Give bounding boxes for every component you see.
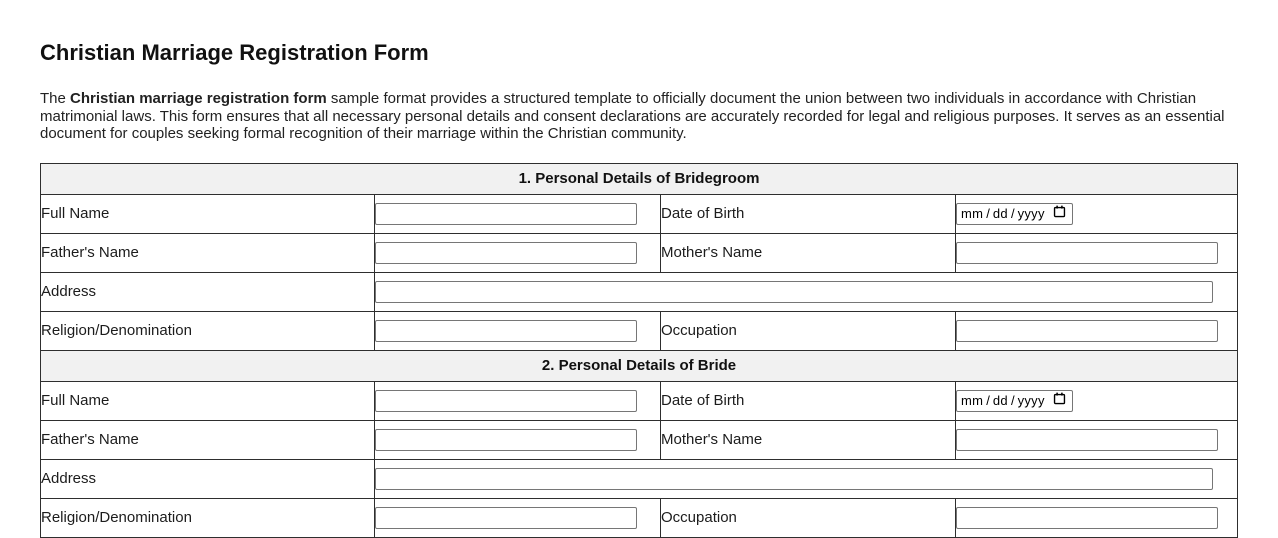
label-groom-religion: Religion/Denomination (41, 311, 375, 350)
bride-occupation-input[interactable] (956, 507, 1218, 529)
label-bride-full-name: Full Name (41, 381, 375, 420)
intro-rest: sample format provides a structured template to officially document the union between two individuals in accordance with Christian matrimonial laws. This form ensures that all necessary personal details and consent declarations are accurately recorded for legal and religious purposes. It serves as an essential document for couples seeking formal recognition of their marriage within the Christian community. (40, 90, 1225, 142)
label-bride-religion: Religion/Denomination (41, 498, 375, 537)
table-row (41, 233, 1238, 272)
page-title: Christian Marriage Registration Form (40, 40, 429, 65)
label-bride-fathers-name: Father's Name (41, 420, 375, 459)
bride-address-input[interactable] (375, 468, 1213, 490)
label-groom-date-of-birth: Date of Birth (661, 194, 956, 233)
intro-paragraph (40, 90, 1237, 143)
label-bride-mothers-name: Mother's Name (661, 420, 956, 459)
table-row (41, 420, 1238, 459)
table-row (41, 311, 1238, 350)
calendar-icon[interactable] (1053, 392, 1066, 409)
groom-religion-input[interactable] (375, 320, 637, 342)
label-groom-full-name: Full Name (41, 194, 375, 233)
date-placeholder: mm / dd / yyyy (961, 393, 1045, 408)
table-row (41, 350, 1238, 381)
label-groom-occupation: Occupation (661, 311, 956, 350)
date-placeholder: mm / dd / yyyy (961, 206, 1045, 221)
groom-address-input[interactable] (375, 281, 1213, 303)
table-row (41, 163, 1238, 194)
bride-mothers-name-input[interactable] (956, 429, 1218, 451)
bride-religion-input[interactable] (375, 507, 637, 529)
bride-date-of-birth-input[interactable] (956, 390, 1073, 412)
groom-fathers-name-input[interactable] (375, 242, 637, 264)
label-bride-occupation: Occupation (661, 498, 956, 537)
table-row (41, 459, 1238, 498)
intro-prefix: The (40, 90, 71, 107)
label-groom-address: Address (41, 272, 375, 311)
groom-date-of-birth-input[interactable] (956, 203, 1073, 225)
label-groom-mothers-name: Mother's Name (661, 233, 956, 272)
groom-mothers-name-input[interactable] (956, 242, 1218, 264)
marriage-registration-table (40, 163, 1238, 538)
groom-full-name-input[interactable] (375, 203, 637, 225)
table-row (41, 498, 1238, 537)
label-bride-date-of-birth: Date of Birth (661, 381, 956, 420)
table-row (41, 272, 1238, 311)
intro-bold-phrase: Christian marriage registration form (70, 90, 327, 107)
bride-fathers-name-input[interactable] (375, 429, 637, 451)
label-bride-address: Address (41, 459, 375, 498)
bride-full-name-input[interactable] (375, 390, 637, 412)
table-row (41, 194, 1238, 233)
groom-occupation-input[interactable] (956, 320, 1218, 342)
label-groom-fathers-name: Father's Name (41, 233, 375, 272)
section-heading-bride: 2. Personal Details of Bride (41, 350, 1238, 381)
calendar-icon[interactable] (1053, 205, 1066, 222)
table-row (41, 381, 1238, 420)
section-heading-bridegroom: 1. Personal Details of Bridegroom (41, 163, 1238, 194)
